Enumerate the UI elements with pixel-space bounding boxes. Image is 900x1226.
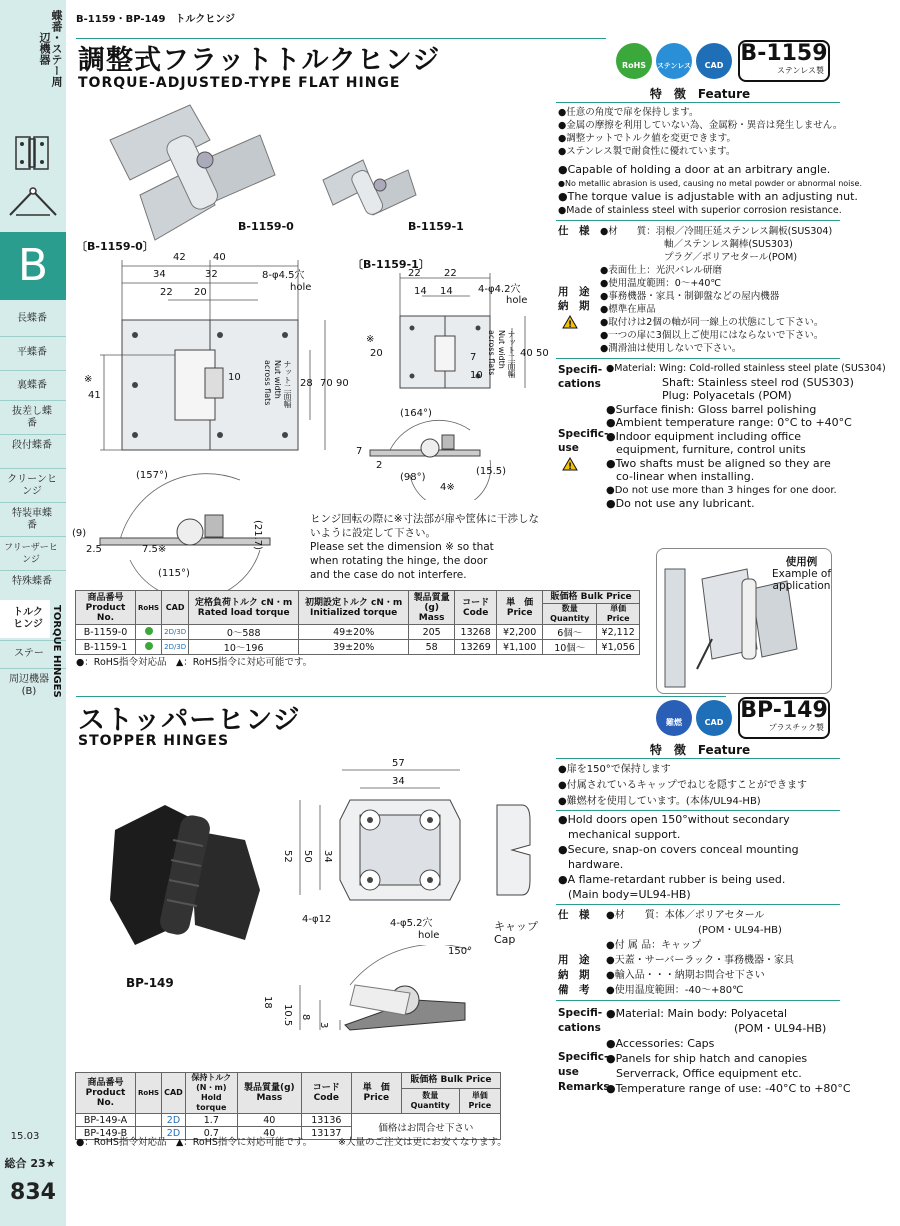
dim-32: 32 xyxy=(205,269,218,280)
issue-date: 15.03 xyxy=(10,1131,40,1142)
dim-14b: 14 xyxy=(440,286,453,297)
dim-hole-en-b1159-0: hole xyxy=(290,282,312,293)
specs-jp-b1159: ●材 質：羽根／冷間圧延ステンレス鋼板(SUS304) 軸／ステンレス鋼棒(SUS303) プラグ／ポリアセタール(POM) ●表面仕上：光沢バレル研磨 ●使用温度範囲：0～+40℃ ●事務機器・家具・制御盤などの屋内機器 ●標準在庫品 ●取付けは2個の軸が同一線上の状態にして下さい。 ●一つの扉に3個以上ご使用にはならないで下さい。 ●潤滑油は使用しないで下さい。 xyxy=(600,226,833,354)
features-en-bp149: ●Hold doors open 150°without secondary mechanical support. ●Secure, snap-on covers conceal mounting hardware. ●A flame-retardant rubber is being used. (Main body=UL94-HB) xyxy=(558,813,799,901)
material-tag-bp149: プラスチック製 xyxy=(768,723,824,732)
spec-label-en-bp149: Specifi-cations xyxy=(558,1007,603,1034)
dim-7: 7 xyxy=(470,352,477,363)
sidebar-item-clean-hinge[interactable]: クリーンヒンジ xyxy=(7,474,57,497)
price-table-b1159 xyxy=(75,590,640,655)
dim-15-5: (15.5) xyxy=(476,466,507,477)
sidebar-item-torque-hinge[interactable]: トルクヒンジ xyxy=(13,607,43,630)
dim-10-5: 10.5 xyxy=(282,1004,293,1027)
th-code: コード Code xyxy=(455,591,497,625)
dim-28: 28 xyxy=(300,378,313,389)
dim-3: 3 xyxy=(318,1022,329,1029)
model-number: B-1159 xyxy=(740,41,828,66)
rohs-badge: RoHS xyxy=(616,43,652,79)
sidebar-item-flat-hinge[interactable]: 平蝶番 xyxy=(17,347,47,358)
dim-4-12: 4-φ12 xyxy=(302,914,332,925)
dim-22a: 22 xyxy=(408,268,421,279)
rohs-dot xyxy=(145,627,153,635)
drawing-bp149-front xyxy=(280,760,480,920)
sidebar-item-vehicle-hinge[interactable]: 特装車蝶番 xyxy=(12,508,52,531)
dim-8: 8 xyxy=(300,1014,311,1021)
table-row: BP-149-A 2D 1.7 40 13136 価格はお問合せ下さい xyxy=(76,1114,501,1127)
sidebar xyxy=(0,0,66,1226)
caution-note: ヒンジ回転の際に※寸法部が扉や筐体に干渉しないように設定して下さい。 Please set the dimension ※ so that when rotating the hinge, the door and the case do not interfere. xyxy=(310,513,540,581)
sidebar-item-special-hinge[interactable]: 特殊蝶番 xyxy=(12,576,52,587)
bulk-note: ※大量のご注文は更にお安くなります。 xyxy=(338,1137,507,1148)
dim-7-5: 7.5※ xyxy=(142,544,167,555)
dim-4-side: 4※ xyxy=(440,482,455,493)
dim-157: (157°) xyxy=(136,470,168,481)
th-bulk: 販価格 Bulk Price xyxy=(543,591,640,604)
material-tag: ステンレス製 xyxy=(777,66,824,75)
dim-2-5: 2.5 xyxy=(86,544,102,555)
legend-b1159: ●：RoHS指令対応品 ▲：RoHS指令に対応可能です。 xyxy=(76,657,313,668)
price-table-bp149 xyxy=(75,1072,501,1140)
stay-icon xyxy=(8,185,58,221)
spec-label-jp: 仕 様 xyxy=(558,225,590,237)
delivery-label-jp: 納 期 xyxy=(558,300,590,312)
feature-title-bp149: 特 徴 Feature xyxy=(649,743,751,757)
dim-50: 50 xyxy=(536,348,549,359)
th-mass: 製品質量(g) Mass xyxy=(409,591,455,625)
dim-34: 34 xyxy=(153,269,166,280)
page-subtitle-bp149: STOPPER HINGES xyxy=(78,733,230,749)
remarks-label-en-bp149: Remarks xyxy=(558,1081,610,1093)
side-view-b1159-0 xyxy=(80,460,310,590)
use-label-jp: 用 途 xyxy=(558,286,590,298)
specs-en-b1159: ●Material: Wing: Cold-rolled stainless steel plate (SUS304) Shaft: Stainless steel rod (SUS303) Plug: Polyacetals (POM) ●Surface finish: Gloss barrel polishing ●Ambient temperature range: 0°C to +40°C ●Indoor equipment including office equipment, furniture, control units ●Two shafts must be aligned so they are co-linear when installing. ●Do not use more than 3 hinges for one door. ●Do not use any lubricant. xyxy=(606,363,886,510)
specs-en-bp149: ●Material: Main body: Polyacetal (POM・UL94-HB) ●Accessories: Caps ●Panels for ship hatch and canopies Serverrack, Office equipment etc. ●Temperature range of use: -40°C to +80°C xyxy=(606,1007,851,1095)
sidebar-vertical-label: TORQUE HINGES xyxy=(51,605,62,698)
catalog-label: 総合 23★ xyxy=(4,1157,56,1170)
dim-hole-bp: hole xyxy=(418,930,440,941)
dim-hole-b1159-1: 4-φ4.2穴 xyxy=(478,284,521,295)
warning-icon-en xyxy=(562,456,578,475)
dim-4-5-2: 4-φ5.2穴 xyxy=(390,918,433,929)
dim-115: (115°) xyxy=(158,568,190,579)
dim-7-side: 7 xyxy=(356,446,363,457)
page-number: 834 xyxy=(10,1180,56,1205)
dim-52: 52 xyxy=(282,850,293,863)
th-bulk-price: 単価 Price xyxy=(597,604,640,625)
page-subtitle-b1159: TORQUE-ADJUSTED-TYPE FLAT HINGE xyxy=(78,75,401,91)
dim-14a: 14 xyxy=(414,286,427,297)
breadcrumb: B-1159・BP-149 トルクヒンジ xyxy=(76,14,235,25)
dim-mark-41: ※ xyxy=(84,374,93,385)
sidebar-item-stay[interactable]: ステー xyxy=(14,648,44,659)
features-jp-b1159: ●任意の角度で扉を保持します。 ●金属の摩擦を利用していない為、金属粉・異音は発生しません。 ●調整ナットでトルク値を変更できます。 ●ステンレス製で耐食性に優れています。 xyxy=(558,107,843,157)
rohs-dot xyxy=(145,642,153,650)
dim-150: 150° xyxy=(448,946,473,957)
th-cad: CAD xyxy=(162,591,189,625)
table-row: B-1159-1 2D/3D 10～196 39±20% 58 13269 ¥1,100 10個～ ¥1,056 xyxy=(76,640,640,655)
model-number-bp149: BP-149 xyxy=(740,698,828,723)
drawing-label-b1159-0: 〔B-1159-0〕 xyxy=(76,240,154,253)
cap-drawing xyxy=(492,800,532,900)
sidebar-item-back-hinge[interactable]: 裏蝶番 xyxy=(17,380,47,391)
dim-50-bp: 50 xyxy=(302,850,313,863)
th-init: 初期設定トルク cN・m Initialized torque xyxy=(299,591,409,625)
dim-hole-b1159-0: 8-φ4.5穴 xyxy=(262,270,305,281)
dim-40-b1159-1: 40 xyxy=(520,348,533,359)
th-qty-bp: 数量 Quantity xyxy=(401,1088,459,1113)
page-title-b1159: 調整式フラットトルクヒンジ xyxy=(78,45,441,76)
sidebar-item-long-hinge[interactable]: 長蝶番 xyxy=(17,313,47,324)
th-cad-bp: CAD xyxy=(162,1073,186,1114)
use-label-en-bp149: Specific-use xyxy=(558,1051,609,1078)
dim-21-7: (21.7) xyxy=(252,520,263,551)
dim-42: 42 xyxy=(173,252,186,263)
th-bulk-price-bp: 単価 Price xyxy=(459,1088,500,1113)
dim-9: (9) xyxy=(72,528,87,539)
price-inquiry: 価格はお問合せ下さい xyxy=(351,1114,500,1140)
dim-98: (98°) xyxy=(400,472,426,483)
th-qty: 数量 Quantity xyxy=(543,604,597,625)
dim-34-bp: 34 xyxy=(392,776,405,787)
dim-20: 20 xyxy=(194,287,207,298)
product-photo-bp149 xyxy=(95,800,270,950)
model-box-bp149 xyxy=(738,697,830,739)
dim-164: (164°) xyxy=(400,408,432,419)
dim-22: 22 xyxy=(160,287,173,298)
photo-label-b1159-1: B-1159-1 xyxy=(408,220,464,233)
th-rated: 定格負荷トルク cN・m Rated load torque xyxy=(189,591,299,625)
specs-jp-bp149: ●材 質：本体／ポリアセタール (POM・UL94-HB) ●付 属 品：キャップ ●天蓋・サーバーラック・事務機器・家具 ●輸入品・・・納期お問合せ下さい ●使用温度範囲：-40～+80℃ xyxy=(606,910,795,996)
cad-badge-bp149: CAD xyxy=(696,700,732,736)
spec-labels-jp-bp149: 仕 様 用 途 納 期 備 考 xyxy=(558,909,590,996)
hinge-icon xyxy=(14,135,50,171)
sidebar-top-label: 蝶番・ステー周辺機器 xyxy=(38,9,63,87)
th-bulk-bp: 販価格 Bulk Price xyxy=(401,1073,500,1089)
features-en-b1159: ●Capable of holding a door at an arbitrary angle. ●No metallic abrasion is used, causing no metal powder or abnormal noise. ●The torque value is adjustable with an adjusting nut. ●Made of stainless steel with superior corrosion resistance. xyxy=(558,163,863,216)
sidebar-item-step-hinge[interactable]: 段付蝶番 xyxy=(12,440,52,451)
legend-bp149: ●：RoHS指令対応品 ▲：RoHS指令に対応可能です。 xyxy=(76,1137,313,1148)
nut-width-label-0: ナット二面幅 Nut width across flats xyxy=(263,360,292,408)
usage-example-label: 使用例 Example of application xyxy=(772,556,832,592)
table-row: BP-149-B 2D 0.7 40 13137 xyxy=(76,1127,501,1140)
th-mass-bp: 製品質量(g) Mass xyxy=(237,1073,301,1114)
cad-badge: CAD xyxy=(696,43,732,79)
th-price: 単 価 Price xyxy=(497,591,543,625)
photo-label-b1159-0: B-1159-0 xyxy=(238,220,294,233)
sidebar-item-liftoff-hinge[interactable]: 抜差し蝶番 xyxy=(12,406,52,429)
dim-41: 41 xyxy=(88,390,101,401)
th-product-no-bp: 商品番号 Product No. xyxy=(76,1073,136,1114)
dim-40: 40 xyxy=(213,252,226,263)
table-row: B-1159-0 2D/3D 0～588 49±20% 205 13268 ¥2,200 6個～ ¥2,112 xyxy=(76,625,640,640)
use-label-en: Specific-use xyxy=(558,428,609,454)
warning-icon xyxy=(562,314,578,333)
dim-10: 10 xyxy=(228,372,241,383)
th-code-bp: コード Code xyxy=(301,1073,351,1114)
dim-2-side: 2 xyxy=(376,460,383,471)
dim-mark-20: ※ xyxy=(366,334,375,345)
dim-hole-en-b1159-1: hole xyxy=(506,295,528,306)
feature-title-b1159: 特 徴 Feature xyxy=(649,87,751,101)
th-rohs: RoHS xyxy=(136,591,162,625)
th-price-bp: 単 価 Price xyxy=(351,1073,401,1114)
dim-90: 90 xyxy=(336,378,349,389)
flame-badge: 難燃 xyxy=(656,700,692,736)
dim-70: 70 xyxy=(320,378,333,389)
dim-10-b1159-1: 10 xyxy=(470,370,483,381)
dim-34-bp-v: 34 xyxy=(322,850,333,863)
dim-18: 18 xyxy=(262,996,273,1009)
features-jp-bp149: ●扉を150°で保持します ●付属されているキャップでねじを隠すことができます ●難燃材を使用しています。(本体/UL94-HB) xyxy=(558,764,808,807)
model-box-b1159 xyxy=(738,40,830,82)
drawing-bp149-side xyxy=(280,945,500,1045)
sidebar-item-freezer-hinge[interactable]: フリーザーヒンジ xyxy=(4,543,58,565)
photo-label-bp149: BP-149 xyxy=(126,976,174,990)
spec-label-en: Specifi-cations xyxy=(558,364,603,390)
page-title-bp149: ストッパーヒンジ xyxy=(78,705,301,736)
dim-57: 57 xyxy=(392,758,405,769)
th-product-no: 商品番号 Product No. xyxy=(76,591,136,625)
svg-text:!: ! xyxy=(567,320,573,329)
cap-label: キャップ Cap xyxy=(494,920,538,946)
dim-20-b1159-1: 20 xyxy=(370,348,383,359)
th-rohs-bp: RoHS xyxy=(136,1073,162,1114)
nut-width-label-1: ナット二面幅 Nut width across flats xyxy=(487,330,516,378)
product-photo-b1159-1 xyxy=(318,150,418,230)
th-hold-torque: 保持トルク(N・m) Hold torque xyxy=(185,1073,237,1114)
sidebar-item-peripherals[interactable]: 周辺機器(B) xyxy=(9,674,49,697)
section-letter: B xyxy=(0,232,66,300)
svg-text:!: ! xyxy=(567,462,573,471)
stainless-badge: ステンレス xyxy=(656,43,692,79)
dim-22b: 22 xyxy=(444,268,457,279)
drawing-label-b1159-1: 〔B-1159-1〕 xyxy=(352,258,430,271)
